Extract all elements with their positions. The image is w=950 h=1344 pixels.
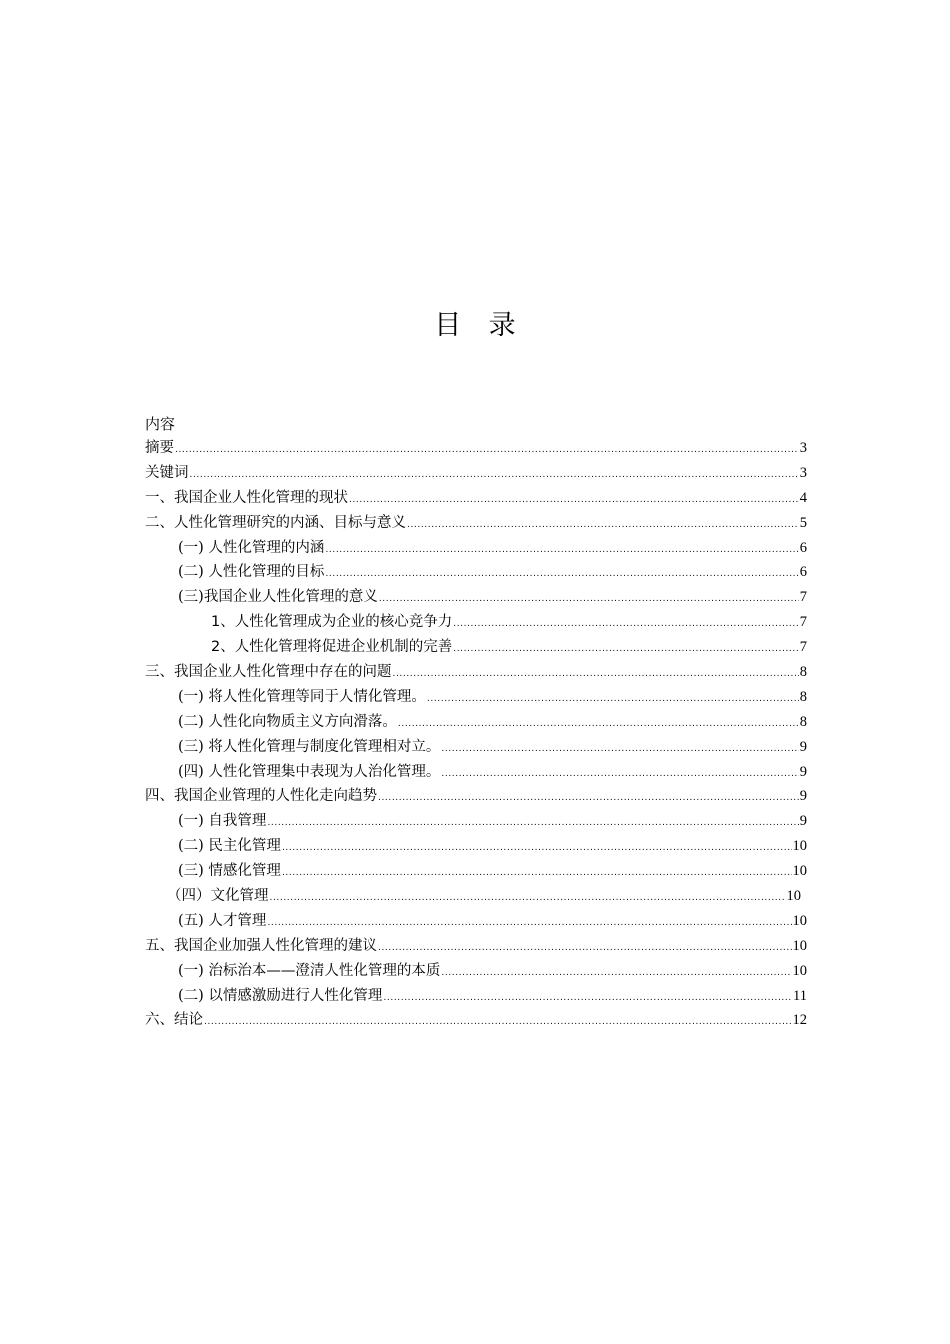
toc-entry-page-number: 10 (792, 863, 807, 880)
dot-leader (282, 861, 792, 886)
toc-entry-label: 2、人性化管理将促进企业机制的完善 (211, 639, 453, 656)
dot-leader (378, 786, 799, 811)
dot-leader (407, 513, 799, 538)
toc-entries (145, 436, 807, 1033)
toc-entry[interactable] (145, 760, 807, 785)
toc-entry-page-number: 7 (799, 639, 807, 656)
toc-entry[interactable] (145, 536, 807, 561)
toc-entry-page-number: 9 (799, 788, 807, 805)
toc-entry[interactable] (145, 585, 807, 610)
toc-entry-page-number: 9 (799, 813, 807, 830)
toc-entry[interactable] (145, 610, 807, 635)
toc-entry[interactable] (145, 784, 807, 809)
dot-leader (282, 836, 792, 861)
toc-entry[interactable] (145, 984, 807, 1009)
dot-leader (441, 961, 791, 986)
dot-leader (379, 587, 799, 612)
toc-entry-label: (四) 人性化管理集中表现为人治化管理。 (178, 763, 441, 780)
toc-entry-page-number: 12 (792, 1012, 807, 1029)
toc-entry-label: (二) 人性化管理的目标 (178, 564, 325, 581)
toc-entry-page-number: 5 (799, 514, 807, 531)
dot-leader (349, 488, 799, 513)
toc-entry-label: (二) 以情感激励进行人性化管理 (178, 987, 383, 1004)
dot-leader (325, 538, 798, 563)
dot-leader (325, 562, 798, 587)
toc-entry-page-number: 6 (799, 564, 807, 581)
dot-leader (441, 737, 798, 762)
toc-entry-label: 六、结论 (145, 1012, 203, 1029)
toc-entry[interactable] (145, 685, 807, 710)
toc-entry-page-number: 7 (799, 614, 807, 631)
toc-entry-page-number: 11 (793, 987, 807, 1004)
toc-entry[interactable] (145, 635, 807, 660)
toc-entry[interactable] (145, 859, 807, 884)
toc-entry-label: (三)我国企业人性化管理的意义 (178, 589, 378, 606)
toc-entry-page-number: 10 (792, 937, 807, 954)
toc-entry-label: (二) 民主化管理 (178, 838, 281, 855)
toc-entry-page-number: 9 (799, 763, 807, 780)
dot-leader (270, 886, 786, 911)
toc-entry-page-number: 6 (799, 539, 807, 556)
toc-entry[interactable] (145, 809, 807, 834)
toc-entry-label: (一) 人性化管理的内涵 (178, 539, 325, 556)
dot-leader (267, 911, 791, 936)
toc-entry-label: (五) 人才管理 (178, 912, 267, 929)
toc-entry[interactable] (145, 511, 807, 536)
toc-entry-page-number: 8 (799, 664, 807, 681)
toc-entry-label: (一) 自我管理 (178, 813, 267, 830)
dot-leader (378, 936, 792, 961)
dot-leader (398, 712, 799, 737)
dot-leader (453, 612, 799, 637)
toc-heading: 内容 (145, 415, 176, 433)
table-of-contents (145, 412, 807, 1033)
toc-entry-page-number: 8 (799, 688, 807, 705)
toc-entry-label: 三、我国企业人性化管理中存在的问题 (145, 664, 392, 681)
dot-leader (267, 811, 798, 836)
toc-entry-label: (三) 将人性化管理与制度化管理相对立。 (178, 738, 441, 755)
toc-entry-label: (三) 情感化管理 (178, 863, 281, 880)
toc-entry[interactable] (145, 884, 807, 909)
toc-entry-label: 四、我国企业管理的人性化走向趋势 (145, 788, 377, 805)
toc-entry-label: 1、人性化管理成为企业的核心竞争力 (211, 614, 453, 631)
dot-leader (175, 438, 799, 463)
toc-entry-label: 二、人性化管理研究的内涵、目标与意义 (145, 514, 406, 531)
toc-entry[interactable] (145, 909, 807, 934)
toc-entry-page-number: 4 (799, 489, 807, 506)
toc-entry-page-number: 7 (799, 589, 807, 606)
toc-entry[interactable] (145, 710, 807, 735)
dot-leader (190, 463, 799, 488)
toc-entry[interactable] (145, 834, 807, 859)
toc-entry[interactable] (145, 1008, 807, 1033)
toc-entry-label: (一) 将人性化管理等同于人情化管理。 (178, 688, 426, 705)
toc-entry-page-number: 8 (799, 713, 807, 730)
toc-entry-page-number: 3 (799, 440, 807, 456)
toc-entry-label: 关键词 (145, 464, 189, 481)
toc-entry[interactable] (145, 660, 807, 685)
toc-entry-page-number: 10 (792, 838, 807, 855)
toc-entry-page-number: 9 (799, 738, 807, 755)
toc-entry-page-number: 10 (792, 912, 807, 929)
dot-leader (204, 1010, 792, 1035)
toc-entry[interactable] (145, 436, 807, 461)
dot-leader (441, 762, 798, 787)
toc-entry[interactable] (145, 461, 807, 486)
toc-entry-label: 摘要 (145, 440, 174, 456)
toc-entry-label: （四）文化管理 (167, 888, 269, 905)
toc-entry-page-number: 10 (786, 888, 801, 905)
toc-entry-page-number: 3 (799, 464, 807, 481)
toc-entry-label: 五、我国企业加强人性化管理的建议 (145, 937, 377, 954)
toc-entry[interactable] (145, 735, 807, 760)
toc-entry[interactable] (145, 959, 807, 984)
dot-leader (383, 986, 792, 1011)
toc-entry[interactable] (145, 560, 807, 585)
toc-entry[interactable] (145, 934, 807, 959)
toc-entry-label: (二) 人性化向物质主义方向滑落。 (178, 713, 397, 730)
page-title: 目 录 (434, 310, 516, 341)
toc-entry-page-number: 10 (792, 962, 807, 979)
dot-leader (427, 687, 799, 712)
dot-leader (453, 637, 799, 662)
dot-leader (393, 662, 799, 687)
toc-entry-label: (一) 治标治本——澄清人性化管理的本质 (178, 962, 441, 979)
toc-entry[interactable] (145, 486, 807, 511)
toc-entry-label: 一、我国企业人性化管理的现状 (145, 489, 348, 506)
